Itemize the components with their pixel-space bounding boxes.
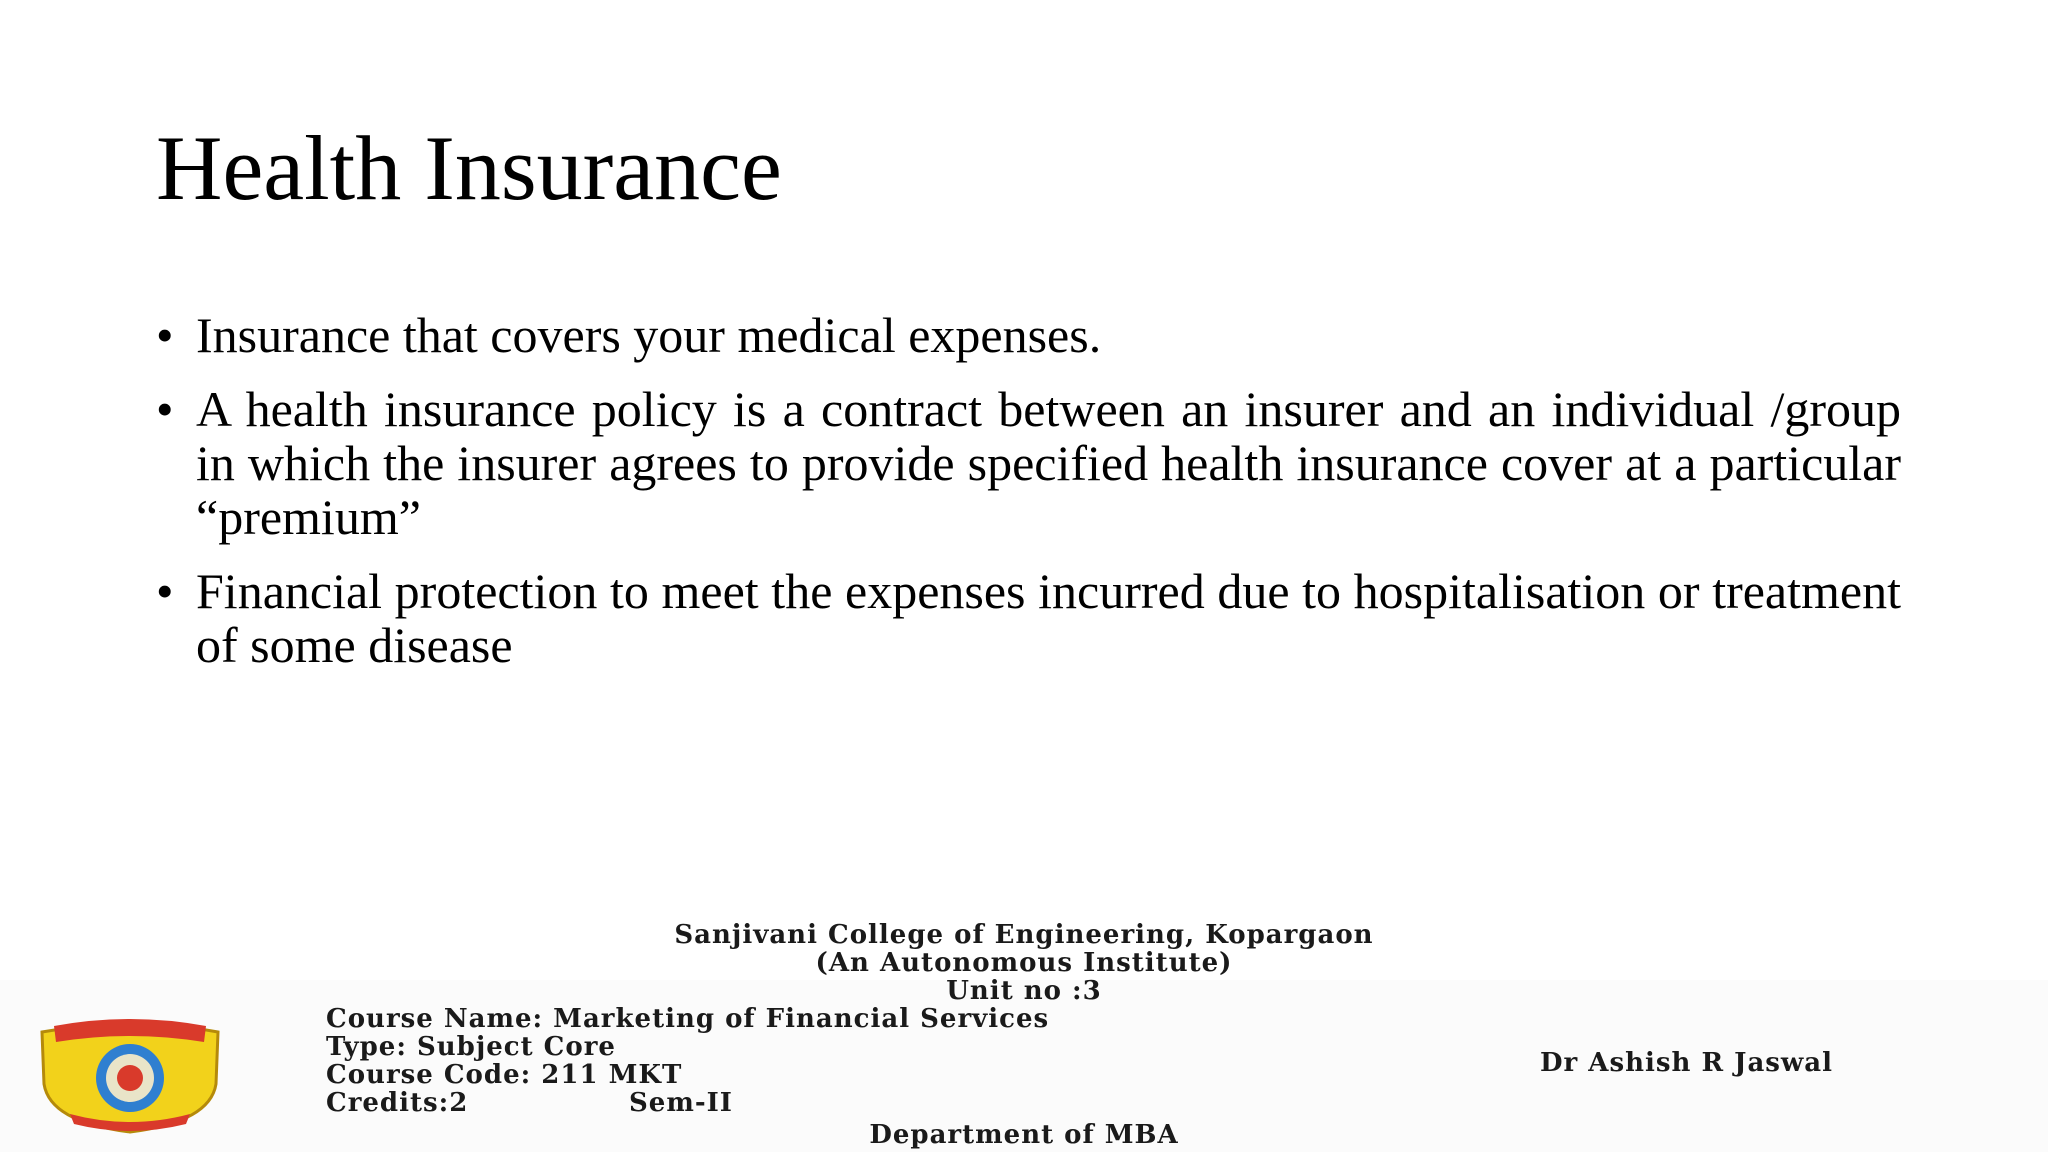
bullet-item xyxy=(156,308,1901,362)
bullet-text: A health insurance policy is a contract between an insurer and an individual /group in which the insurer agrees to provide specified health insurance cover at a particular “premium” xyxy=(196,381,1901,545)
footer-course-code: Course Code: 211 MKT xyxy=(326,1060,683,1090)
footer-author: Dr Ashish R Jaswal xyxy=(1540,1048,1834,1078)
bullet-marker: • xyxy=(156,381,174,437)
slide-title: Health Insurance xyxy=(156,117,782,219)
bullet-item xyxy=(156,382,1901,544)
bullet-list xyxy=(156,308,1901,692)
college-emblem-icon xyxy=(30,1018,230,1136)
footer-college-name: Sanjivani College of Engineering, Kopargaon xyxy=(674,920,1374,950)
footer-unit: Unit no :3 xyxy=(946,976,1102,1006)
bullet-text: Financial protection to meet the expenses incurred due to hospitalisation or treatment of some disease xyxy=(196,563,1901,673)
footer-course-name: Course Name: Marketing of Financial Services xyxy=(326,1004,1050,1034)
bullet-item xyxy=(156,564,1901,672)
bullet-text: Insurance that covers your medical expenses. xyxy=(196,307,1102,363)
footer-course-type: Type: Subject Core xyxy=(326,1032,616,1062)
footer-autonomous-note: (An Autonomous Institute) xyxy=(815,948,1233,978)
footer-department: Department of MBA xyxy=(869,1120,1179,1150)
bullet-marker: • xyxy=(156,307,174,363)
footer-semester: Sem-II xyxy=(629,1088,733,1118)
slide-footer xyxy=(0,920,2048,1152)
footer-credits: Credits:2 xyxy=(326,1088,469,1118)
bullet-marker: • xyxy=(156,563,174,619)
